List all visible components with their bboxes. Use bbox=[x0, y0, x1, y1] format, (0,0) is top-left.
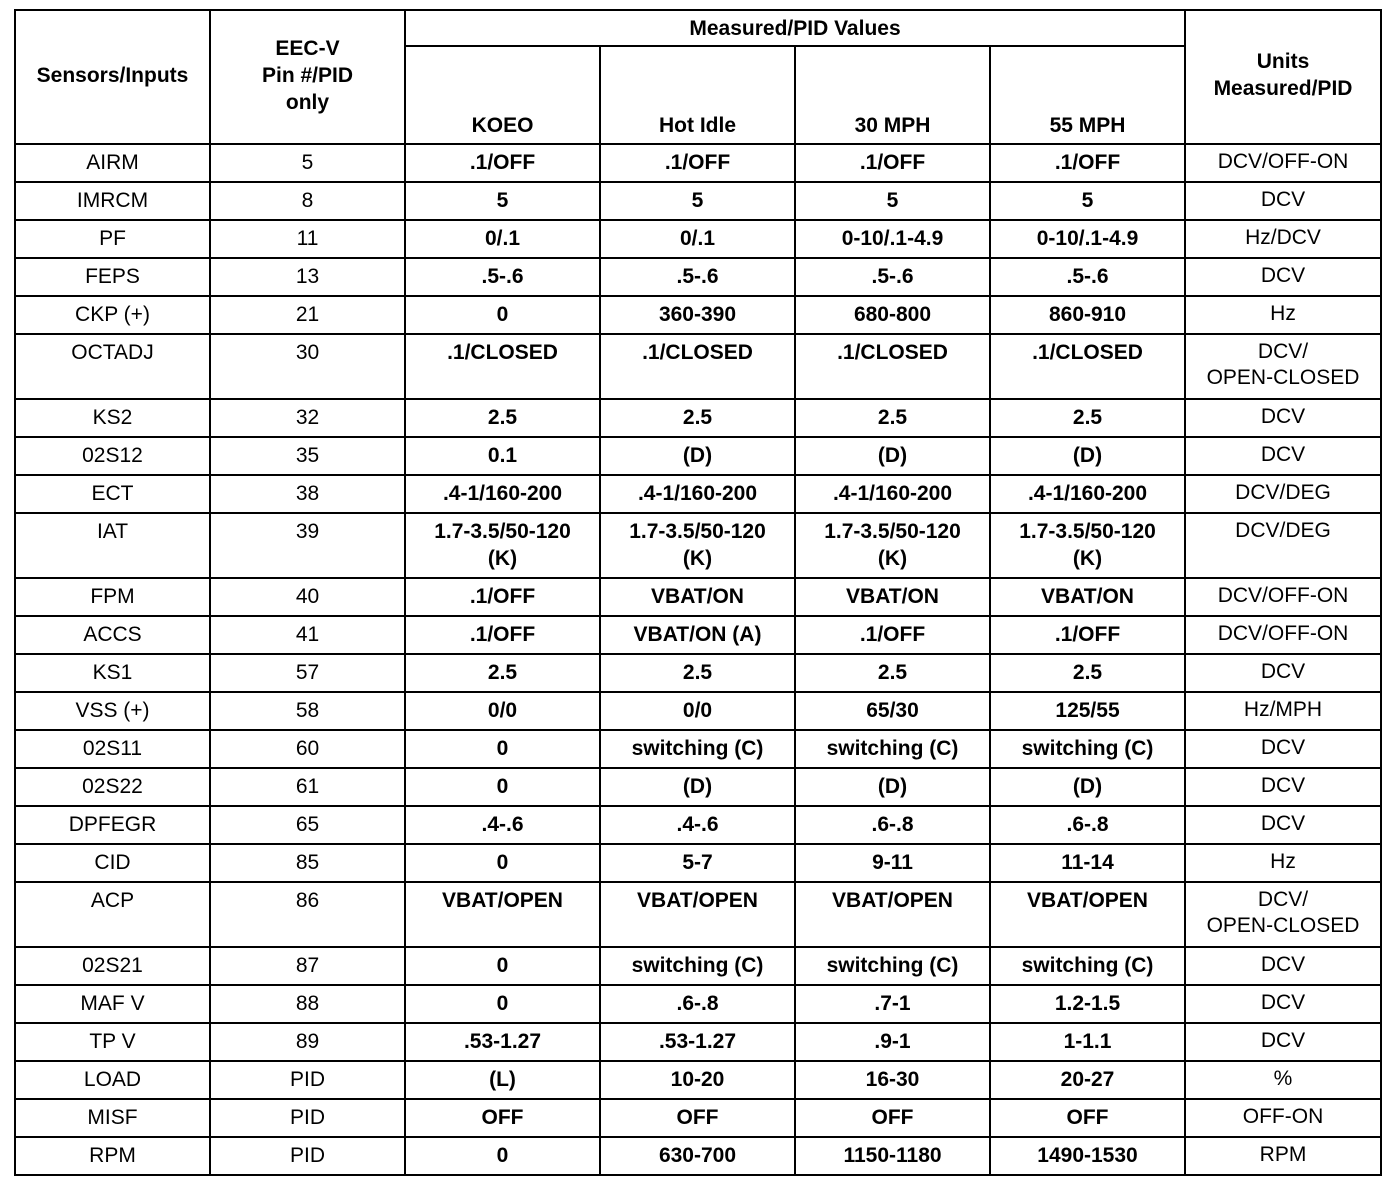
table-row bbox=[15, 578, 1381, 616]
cell-hot-idle: 5 bbox=[600, 182, 795, 220]
cell-hot-idle: .4-1/160-200 bbox=[600, 475, 795, 513]
cell-30-mph: 1.7-3.5/50-120 (K) bbox=[795, 513, 990, 578]
header-measured-pid-values: Measured/PID Values bbox=[405, 10, 1185, 46]
cell-55-mph: VBAT/ON bbox=[990, 578, 1185, 616]
cell-sensor: RPM bbox=[15, 1137, 210, 1175]
cell-pin: PID bbox=[210, 1061, 405, 1099]
cell-pin: 35 bbox=[210, 437, 405, 475]
cell-hot-idle: 10-20 bbox=[600, 1061, 795, 1099]
cell-30-mph: .1/OFF bbox=[795, 616, 990, 654]
cell-hot-idle: .1/CLOSED bbox=[600, 334, 795, 399]
cell-30-mph: .6-.8 bbox=[795, 806, 990, 844]
cell-30-mph: switching (C) bbox=[795, 730, 990, 768]
table-row bbox=[15, 399, 1381, 437]
cell-30-mph: (D) bbox=[795, 768, 990, 806]
cell-hot-idle: switching (C) bbox=[600, 730, 795, 768]
cell-55-mph: 1-1.1 bbox=[990, 1023, 1185, 1061]
cell-hot-idle: 2.5 bbox=[600, 654, 795, 692]
cell-pin: 32 bbox=[210, 399, 405, 437]
table-row bbox=[15, 144, 1381, 182]
cell-hot-idle: .6-.8 bbox=[600, 985, 795, 1023]
cell-sensor: FPM bbox=[15, 578, 210, 616]
cell-sensor: OCTADJ bbox=[15, 334, 210, 399]
cell-sensor: MAF V bbox=[15, 985, 210, 1023]
cell-pin: 60 bbox=[210, 730, 405, 768]
cell-units: Hz bbox=[1185, 844, 1381, 882]
table-row bbox=[15, 985, 1381, 1023]
cell-30-mph: VBAT/OPEN bbox=[795, 882, 990, 947]
cell-pin: 41 bbox=[210, 616, 405, 654]
cell-55-mph: .1/OFF bbox=[990, 144, 1185, 182]
cell-30-mph: 65/30 bbox=[795, 692, 990, 730]
cell-sensor: VSS (+) bbox=[15, 692, 210, 730]
cell-sensor: 02S12 bbox=[15, 437, 210, 475]
cell-pin: 5 bbox=[210, 144, 405, 182]
cell-koeo: 0 bbox=[405, 1137, 600, 1175]
cell-sensor: 02S21 bbox=[15, 947, 210, 985]
cell-pin: 21 bbox=[210, 296, 405, 334]
table-row bbox=[15, 220, 1381, 258]
table-body bbox=[15, 144, 1381, 1175]
cell-pin: 11 bbox=[210, 220, 405, 258]
header-sensors-inputs: Sensors/Inputs bbox=[15, 10, 210, 144]
cell-hot-idle: (D) bbox=[600, 437, 795, 475]
cell-hot-idle: 5-7 bbox=[600, 844, 795, 882]
cell-30-mph: 16-30 bbox=[795, 1061, 990, 1099]
cell-55-mph: 2.5 bbox=[990, 654, 1185, 692]
cell-sensor: ECT bbox=[15, 475, 210, 513]
cell-koeo: .4-.6 bbox=[405, 806, 600, 844]
cell-units: DCV bbox=[1185, 654, 1381, 692]
cell-sensor: 02S22 bbox=[15, 768, 210, 806]
cell-30-mph: switching (C) bbox=[795, 947, 990, 985]
cell-30-mph: 0-10/.1-4.9 bbox=[795, 220, 990, 258]
cell-55-mph: VBAT/OPEN bbox=[990, 882, 1185, 947]
cell-units: DCV bbox=[1185, 182, 1381, 220]
table-row bbox=[15, 1099, 1381, 1137]
cell-units: DCV bbox=[1185, 437, 1381, 475]
cell-hot-idle: VBAT/ON (A) bbox=[600, 616, 795, 654]
cell-pin: 85 bbox=[210, 844, 405, 882]
cell-koeo: 2.5 bbox=[405, 399, 600, 437]
cell-sensor: DPFEGR bbox=[15, 806, 210, 844]
cell-pin: 30 bbox=[210, 334, 405, 399]
cell-55-mph: .4-1/160-200 bbox=[990, 475, 1185, 513]
cell-sensor: CID bbox=[15, 844, 210, 882]
cell-koeo: (L) bbox=[405, 1061, 600, 1099]
cell-hot-idle: 1.7-3.5/50-120 (K) bbox=[600, 513, 795, 578]
cell-koeo: 0 bbox=[405, 296, 600, 334]
cell-30-mph: OFF bbox=[795, 1099, 990, 1137]
cell-sensor: FEPS bbox=[15, 258, 210, 296]
cell-sensor: IAT bbox=[15, 513, 210, 578]
cell-30-mph: .7-1 bbox=[795, 985, 990, 1023]
table-row bbox=[15, 1137, 1381, 1175]
cell-30-mph: .5-.6 bbox=[795, 258, 990, 296]
cell-hot-idle: switching (C) bbox=[600, 947, 795, 985]
table-row bbox=[15, 844, 1381, 882]
cell-koeo: 1.7-3.5/50-120 (K) bbox=[405, 513, 600, 578]
cell-hot-idle: OFF bbox=[600, 1099, 795, 1137]
cell-hot-idle: 630-700 bbox=[600, 1137, 795, 1175]
cell-pin: 89 bbox=[210, 1023, 405, 1061]
cell-55-mph: 11-14 bbox=[990, 844, 1185, 882]
cell-units: DCV bbox=[1185, 806, 1381, 844]
cell-55-mph: switching (C) bbox=[990, 730, 1185, 768]
cell-koeo: 0 bbox=[405, 947, 600, 985]
cell-sensor: KS2 bbox=[15, 399, 210, 437]
cell-units: DCV bbox=[1185, 947, 1381, 985]
cell-55-mph: .1/CLOSED bbox=[990, 334, 1185, 399]
cell-units: DCV/DEG bbox=[1185, 513, 1381, 578]
header-hot-idle: Hot Idle bbox=[600, 46, 795, 144]
cell-pin: 58 bbox=[210, 692, 405, 730]
table-row bbox=[15, 258, 1381, 296]
cell-55-mph: 5 bbox=[990, 182, 1185, 220]
cell-koeo: VBAT/OPEN bbox=[405, 882, 600, 947]
cell-units: DCV bbox=[1185, 399, 1381, 437]
cell-30-mph: .4-1/160-200 bbox=[795, 475, 990, 513]
table-row bbox=[15, 806, 1381, 844]
cell-units: DCV bbox=[1185, 258, 1381, 296]
cell-koeo: .1/OFF bbox=[405, 578, 600, 616]
pid-values-table bbox=[14, 9, 1382, 1176]
cell-55-mph: .1/OFF bbox=[990, 616, 1185, 654]
cell-koeo: 5 bbox=[405, 182, 600, 220]
cell-pin: 86 bbox=[210, 882, 405, 947]
cell-koeo: .1/CLOSED bbox=[405, 334, 600, 399]
cell-sensor: AIRM bbox=[15, 144, 210, 182]
cell-koeo: 0 bbox=[405, 985, 600, 1023]
cell-55-mph: 125/55 bbox=[990, 692, 1185, 730]
table-row bbox=[15, 616, 1381, 654]
cell-hot-idle: (D) bbox=[600, 768, 795, 806]
cell-pin: 39 bbox=[210, 513, 405, 578]
cell-55-mph: (D) bbox=[990, 768, 1185, 806]
cell-units: DCV/ OPEN-CLOSED bbox=[1185, 882, 1381, 947]
cell-hot-idle: .53-1.27 bbox=[600, 1023, 795, 1061]
cell-units: DCV/DEG bbox=[1185, 475, 1381, 513]
cell-units: DCV bbox=[1185, 1023, 1381, 1061]
cell-units: DCV/OFF-ON bbox=[1185, 578, 1381, 616]
table-row bbox=[15, 692, 1381, 730]
cell-units: % bbox=[1185, 1061, 1381, 1099]
cell-hot-idle: 0/.1 bbox=[600, 220, 795, 258]
cell-koeo: 2.5 bbox=[405, 654, 600, 692]
cell-hot-idle: 360-390 bbox=[600, 296, 795, 334]
cell-pin: 61 bbox=[210, 768, 405, 806]
cell-pin: 87 bbox=[210, 947, 405, 985]
cell-units: DCV/ OPEN-CLOSED bbox=[1185, 334, 1381, 399]
cell-koeo: 0 bbox=[405, 730, 600, 768]
cell-hot-idle: .5-.6 bbox=[600, 258, 795, 296]
cell-30-mph: 9-11 bbox=[795, 844, 990, 882]
cell-sensor: IMRCM bbox=[15, 182, 210, 220]
cell-pin: 57 bbox=[210, 654, 405, 692]
cell-sensor: PF bbox=[15, 220, 210, 258]
cell-55-mph: .5-.6 bbox=[990, 258, 1185, 296]
cell-hot-idle: VBAT/ON bbox=[600, 578, 795, 616]
cell-sensor: MISF bbox=[15, 1099, 210, 1137]
table-row bbox=[15, 182, 1381, 220]
cell-koeo: .4-1/160-200 bbox=[405, 475, 600, 513]
cell-55-mph: 860-910 bbox=[990, 296, 1185, 334]
table-row bbox=[15, 882, 1381, 947]
cell-55-mph: 1490-1530 bbox=[990, 1137, 1185, 1175]
cell-sensor: TP V bbox=[15, 1023, 210, 1061]
cell-koeo: .1/OFF bbox=[405, 144, 600, 182]
cell-units: Hz/DCV bbox=[1185, 220, 1381, 258]
cell-pin: PID bbox=[210, 1137, 405, 1175]
cell-30-mph: 2.5 bbox=[795, 654, 990, 692]
header-30-mph: 30 MPH bbox=[795, 46, 990, 144]
cell-30-mph: 680-800 bbox=[795, 296, 990, 334]
table-row bbox=[15, 654, 1381, 692]
cell-units: OFF-ON bbox=[1185, 1099, 1381, 1137]
cell-hot-idle: 2.5 bbox=[600, 399, 795, 437]
cell-55-mph: 20-27 bbox=[990, 1061, 1185, 1099]
table-row bbox=[15, 437, 1381, 475]
cell-sensor: KS1 bbox=[15, 654, 210, 692]
cell-units: DCV/OFF-ON bbox=[1185, 616, 1381, 654]
cell-koeo: 0 bbox=[405, 768, 600, 806]
cell-hot-idle: 0/0 bbox=[600, 692, 795, 730]
cell-55-mph: switching (C) bbox=[990, 947, 1185, 985]
cell-sensor: ACP bbox=[15, 882, 210, 947]
header-pin-pid: EEC-V Pin #/PID only bbox=[210, 10, 405, 144]
table-row bbox=[15, 730, 1381, 768]
table-row bbox=[15, 947, 1381, 985]
cell-koeo: OFF bbox=[405, 1099, 600, 1137]
header-55-mph: 55 MPH bbox=[990, 46, 1185, 144]
header-units-measured-pid: Units Measured/PID bbox=[1185, 10, 1381, 144]
cell-30-mph: VBAT/ON bbox=[795, 578, 990, 616]
cell-koeo: 0.1 bbox=[405, 437, 600, 475]
cell-koeo: .53-1.27 bbox=[405, 1023, 600, 1061]
cell-units: RPM bbox=[1185, 1137, 1381, 1175]
cell-units: Hz bbox=[1185, 296, 1381, 334]
cell-units: DCV/OFF-ON bbox=[1185, 144, 1381, 182]
header-koeo: KOEO bbox=[405, 46, 600, 144]
cell-sensor: 02S11 bbox=[15, 730, 210, 768]
table-row bbox=[15, 334, 1381, 399]
cell-pin: 38 bbox=[210, 475, 405, 513]
cell-30-mph: .9-1 bbox=[795, 1023, 990, 1061]
cell-units: DCV bbox=[1185, 768, 1381, 806]
cell-55-mph: 0-10/.1-4.9 bbox=[990, 220, 1185, 258]
cell-30-mph: .1/OFF bbox=[795, 144, 990, 182]
cell-hot-idle: .1/OFF bbox=[600, 144, 795, 182]
table-row bbox=[15, 296, 1381, 334]
cell-koeo: 0/0 bbox=[405, 692, 600, 730]
cell-units: DCV bbox=[1185, 730, 1381, 768]
cell-55-mph: (D) bbox=[990, 437, 1185, 475]
table-row bbox=[15, 475, 1381, 513]
cell-30-mph: 1150-1180 bbox=[795, 1137, 990, 1175]
cell-pin: 65 bbox=[210, 806, 405, 844]
table-row bbox=[15, 1023, 1381, 1061]
cell-hot-idle: VBAT/OPEN bbox=[600, 882, 795, 947]
cell-55-mph: OFF bbox=[990, 1099, 1185, 1137]
cell-pin: PID bbox=[210, 1099, 405, 1137]
table-row bbox=[15, 1061, 1381, 1099]
cell-pin: 88 bbox=[210, 985, 405, 1023]
cell-pin: 8 bbox=[210, 182, 405, 220]
cell-pin: 40 bbox=[210, 578, 405, 616]
cell-55-mph: 2.5 bbox=[990, 399, 1185, 437]
table-row bbox=[15, 513, 1381, 578]
cell-koeo: .5-.6 bbox=[405, 258, 600, 296]
cell-units: DCV bbox=[1185, 985, 1381, 1023]
table-row bbox=[15, 768, 1381, 806]
cell-hot-idle: .4-.6 bbox=[600, 806, 795, 844]
cell-30-mph: 5 bbox=[795, 182, 990, 220]
cell-koeo: 0 bbox=[405, 844, 600, 882]
cell-sensor: LOAD bbox=[15, 1061, 210, 1099]
cell-55-mph: 1.2-1.5 bbox=[990, 985, 1185, 1023]
cell-pin: 13 bbox=[210, 258, 405, 296]
cell-sensor: CKP (+) bbox=[15, 296, 210, 334]
cell-55-mph: 1.7-3.5/50-120 (K) bbox=[990, 513, 1185, 578]
cell-units: Hz/MPH bbox=[1185, 692, 1381, 730]
cell-30-mph: .1/CLOSED bbox=[795, 334, 990, 399]
cell-55-mph: .6-.8 bbox=[990, 806, 1185, 844]
cell-koeo: 0/.1 bbox=[405, 220, 600, 258]
cell-koeo: .1/OFF bbox=[405, 616, 600, 654]
cell-sensor: ACCS bbox=[15, 616, 210, 654]
cell-30-mph: 2.5 bbox=[795, 399, 990, 437]
cell-30-mph: (D) bbox=[795, 437, 990, 475]
